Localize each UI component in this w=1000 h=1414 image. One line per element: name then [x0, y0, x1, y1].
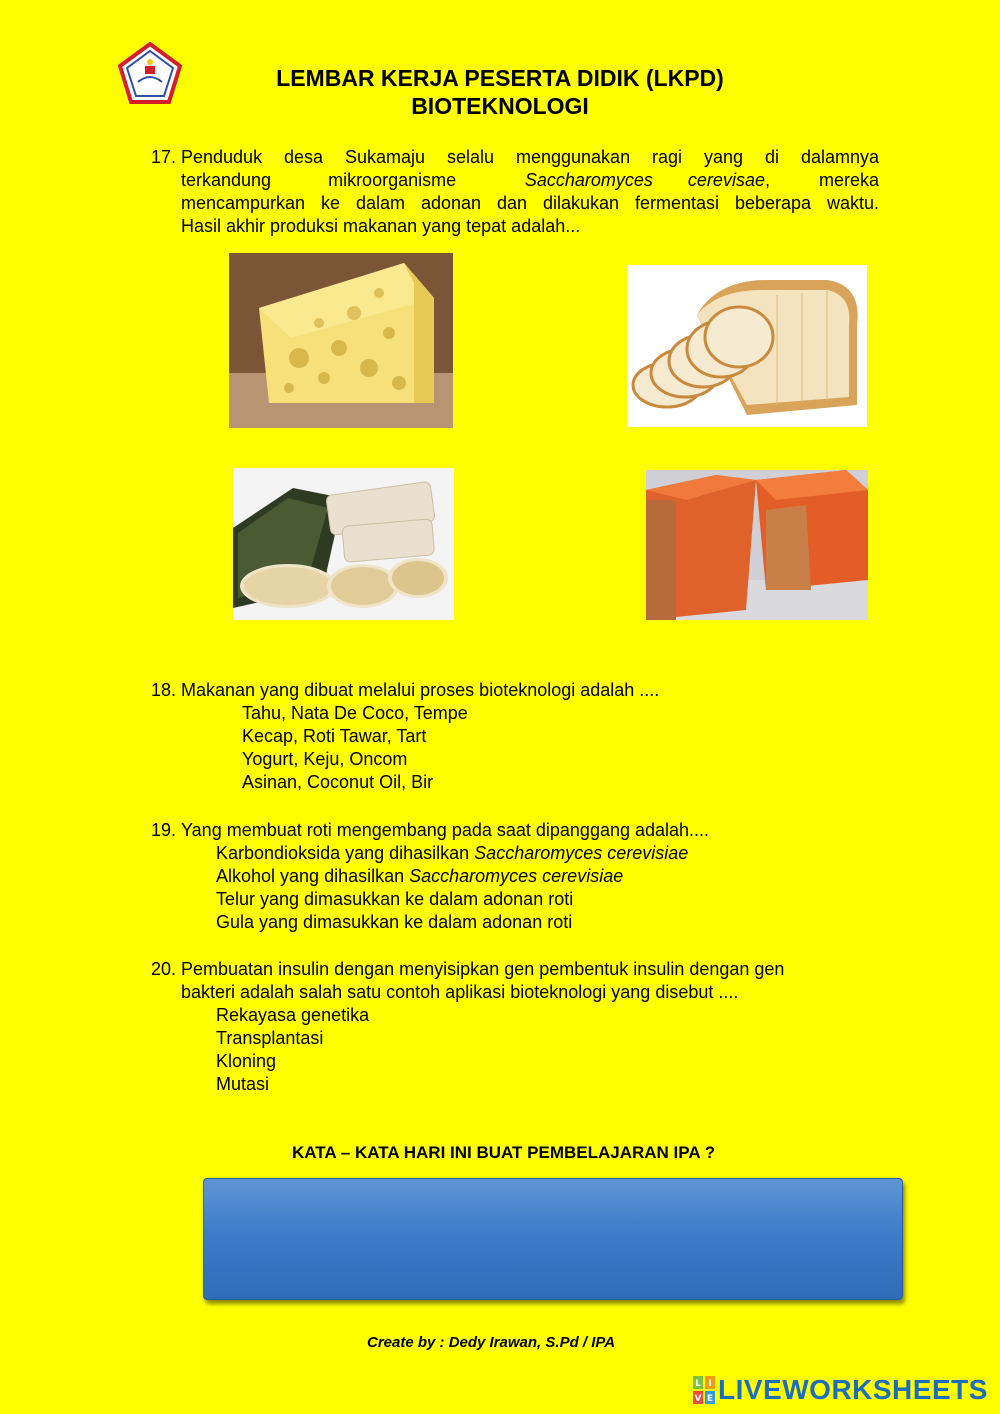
question-19-option-4[interactable]: Gula yang dimasukkan ke dalam adonan roti	[216, 912, 573, 932]
question-19-option-1[interactable]	[216, 842, 688, 865]
question-20-option-4[interactable]: Mutasi	[216, 1074, 270, 1094]
svg-text:L: L	[695, 1379, 701, 1389]
question-20-option-3[interactable]: Kloning	[216, 1051, 277, 1071]
question-18-text: Makanan yang dibuat melalui proses bioteknologi adalah ....	[181, 680, 660, 700]
question-19-option-3[interactable]: Telur yang dimasukkan ke dalam adonan roti	[216, 889, 574, 909]
question-18-option-1[interactable]: Tahu, Nata De Coco, Tempe	[242, 703, 468, 723]
author-credit: Create by : Dedy Irawan, S.Pd / IPA	[367, 1334, 616, 1351]
question-18-number: 18.	[151, 680, 177, 700]
closing-question: KATA – KATA HARI INI BUAT PEMBELAJARAN IPA ?	[292, 1143, 716, 1162]
cheese-image	[229, 253, 453, 428]
question-19-option-1-text: Karbondioksida yang dihasilkan	[216, 843, 475, 863]
page-title: LEMBAR KERJA PESERTA DIDIK (LKPD)	[276, 65, 724, 91]
liveworksheets-badge-icon	[693, 1376, 715, 1404]
svg-text:V: V	[694, 1394, 702, 1404]
question-17-line-4: Hasil akhir produksi makanan yang tepat adalah...	[181, 216, 581, 236]
question-17-line-2-b: , mereka	[764, 170, 879, 190]
school-logo-icon	[118, 42, 182, 104]
question-17-line-3: mencampurkan ke dalam adonan dan dilakukan fermentasi beberapa waktu.	[181, 193, 879, 213]
question-17-line-2-a: terkandung mikroorganisme	[181, 170, 457, 190]
tempe-image	[233, 468, 454, 620]
question-18-option-4[interactable]: Asinan, Coconut Oil, Bir	[242, 772, 434, 792]
question-19-option-2-text: Alkohol yang dihasilkan	[216, 866, 410, 886]
svg-text:E: E	[706, 1394, 714, 1404]
question-17-line-2	[181, 169, 879, 192]
liveworksheets-brand[interactable]: LIVEWORKSHEETS	[718, 1374, 988, 1405]
question-20-line-2: bakteri adalah salah satu contoh aplikasi bioteknologi yang disebut ....	[181, 982, 739, 1002]
question-17-organism: Saccharomyces cerevisae	[524, 170, 765, 190]
question-19-number: 19.	[151, 820, 177, 840]
question-20-number: 20.	[151, 959, 177, 979]
question-19-option-1-organism: Saccharomyces cerevisiae	[474, 843, 689, 863]
question-17-number: 17.	[151, 147, 177, 167]
question-18-option-3[interactable]: Yogurt, Keju, Oncom	[242, 749, 408, 769]
bread-image	[627, 265, 867, 427]
question-17-line-1: Penduduk desa Sukamaju selalu menggunakan ragi yang di dalamnya	[181, 147, 879, 167]
question-20-option-1[interactable]: Rekayasa genetika	[216, 1005, 370, 1025]
question-19-text: Yang membuat roti mengembang pada saat dipanggang adalah....	[181, 820, 710, 840]
svg-text:I: I	[708, 1379, 712, 1389]
question-19-option-2[interactable]	[216, 865, 623, 888]
question-18-option-2[interactable]: Kecap, Roti Tawar, Tart	[242, 726, 427, 746]
question-20-line-1: Pembuatan insulin dengan menyisipkan gen pembentuk insulin dengan gen	[181, 959, 785, 979]
oncom-image	[646, 470, 868, 620]
question-20-option-2[interactable]: Transplantasi	[216, 1028, 324, 1048]
answer-text-box[interactable]	[203, 1178, 903, 1300]
page-subtitle: BIOTEKNOLOGI	[411, 93, 589, 119]
question-19-option-2-organism: Saccharomyces cerevisiae	[409, 866, 624, 886]
question-17-line-2-b-wrap	[525, 169, 879, 192]
